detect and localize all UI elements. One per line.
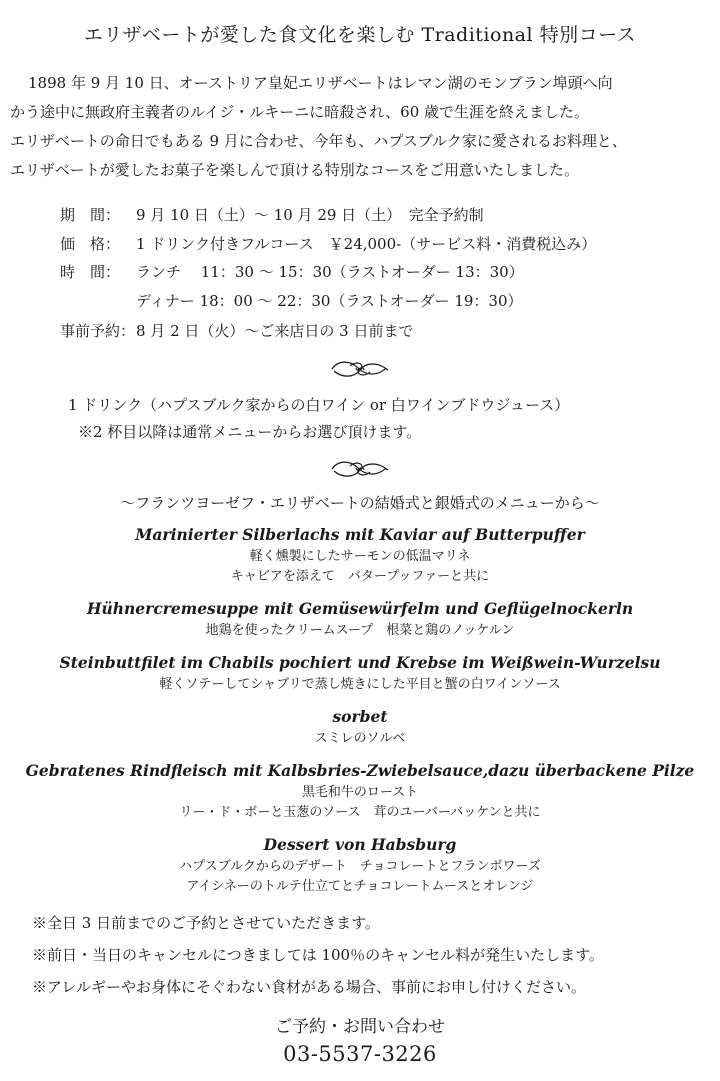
intro-line: エリザベートの命日でもある 9 月に合わせ、今年も、ハプスブルク家に愛されるお料理と、 xyxy=(10,132,627,150)
course-title-de: sorbet xyxy=(332,706,388,726)
course-desc: アイシネーのトルテ仕立てとチョコレートムースとオレンジ xyxy=(186,878,534,894)
time-label: 時 間： xyxy=(60,263,121,281)
course-title-de: Steinbuttfilet im Chabils pochiert und Krebse im Weißwein-Wurzelsu xyxy=(59,652,661,672)
course-item xyxy=(10,523,710,587)
course-item xyxy=(10,833,710,897)
course-desc: キャビアを添えて バタープッファーと共に xyxy=(230,568,490,584)
course-desc: リー・ド・ボーと玉葱のソース 茸のユーバーバッケンと共に xyxy=(179,804,541,820)
drink-info xyxy=(68,392,710,446)
course-title-de: Hühnercremesuppe mit Gemüsewürfelm und Geflügelnockerln xyxy=(86,598,634,618)
ornament-flourish-icon xyxy=(328,458,392,480)
course-item xyxy=(10,651,710,695)
reservation-row xyxy=(60,317,710,346)
reservation-value: 8 月 2 日（火）～ご来店日の 3 日前まで xyxy=(136,322,414,340)
course-title-de: Marinierter Silberlachs mit Kaviar auf Butterpuffer xyxy=(135,524,585,544)
contact-label: ご予約・お問い合わせ xyxy=(275,1016,445,1037)
intro-line: エリザベートが愛したお菓子を楽しんで頂ける特別なコースをご用意いたしました。 xyxy=(10,161,579,179)
page-title: エリザベートが愛した食文化を楽しむ Traditional 特別コース xyxy=(83,24,637,46)
time-row xyxy=(60,258,710,287)
contact-block xyxy=(10,1015,710,1069)
menu-heading: ～フランツヨーゼフ・エリザベートの結婚式と銀婚式のメニューから～ xyxy=(120,493,600,512)
note-line: ※アレルギーやお身体にそぐわない食材がある場合、事前にお申し付けください。 xyxy=(32,977,587,996)
course-desc: 地鶏を使ったクリームスープ 根菜と鶏のノッケルン xyxy=(205,622,515,638)
course-desc: ハプスブルクからのデザート チョコレートとフランボワーズ xyxy=(179,858,541,874)
course-item xyxy=(10,705,710,749)
course-desc: 黒毛和牛のロースト xyxy=(301,784,419,800)
drink-line: 1 ドリンク（ハプスブルク家からの白ワイン or 白ワインブドウジュース） xyxy=(68,395,570,414)
lunch-time: ランチ 11：30 ～ 15：30（ラストオーダー 13：30） xyxy=(136,263,524,281)
price-row xyxy=(60,230,710,259)
price-label: 価 格： xyxy=(60,234,121,253)
dinner-time: ディナー 18：00 ～ 22：30（ラストオーダー 19：30） xyxy=(136,291,523,310)
course-item xyxy=(10,597,710,641)
course-title-de: Gebratenes Rindfleisch mit Kalbsbries-Zwiebelsauce,dazu überbackene Pilze xyxy=(25,760,695,780)
price-value: 1 ドリンク付きフルコース ￥24,000-（サービス料・消費税込み） xyxy=(136,234,597,253)
phone-number: 03-5537-3226 xyxy=(283,1041,437,1066)
period-value: 9 月 10 日（土）～ 10 月 29 日（土） 完全予約制 xyxy=(136,206,484,224)
course-title-de: Dessert von Habsburg xyxy=(263,834,457,854)
course-desc: 軽く燻製にしたサーモンの低温マリネ xyxy=(249,548,471,564)
booking-notes xyxy=(32,907,710,1003)
intro-line: かう途中に無政府主義者のルイジ・ルキーニに暗殺され、60 歳で生涯を終えました。 xyxy=(10,103,590,121)
note-line: ※前日・当日のキャンセルにつきましては 100％のキャンセル料が発生いたします。 xyxy=(32,945,604,964)
intro-text xyxy=(10,69,710,185)
course-item xyxy=(10,759,710,823)
reservation-label: 事前予約： xyxy=(60,322,136,340)
drink-note: ※2 杯目以降は通常メニューからお選び頂けます。 xyxy=(78,422,422,441)
intro-line: 1898 年 9 月 10 日、オーストリア皇妃エリザベートはレマン湖のモンブラン埠頭へ向 xyxy=(28,74,613,92)
course-menu xyxy=(10,523,710,897)
period-row xyxy=(60,201,710,230)
period-label: 期 間： xyxy=(60,206,121,224)
dinner-row xyxy=(60,287,710,316)
course-info xyxy=(60,201,710,346)
course-desc: スミレのソルベ xyxy=(314,730,406,746)
ornament-flourish-icon xyxy=(328,358,392,380)
note-line: ※全日 3 日前までのご予約とさせていただきます。 xyxy=(32,913,380,932)
course-desc: 軽くソテーしてシャブリで蒸し焼きにした平目と蟹の白ワインソース xyxy=(159,676,561,692)
